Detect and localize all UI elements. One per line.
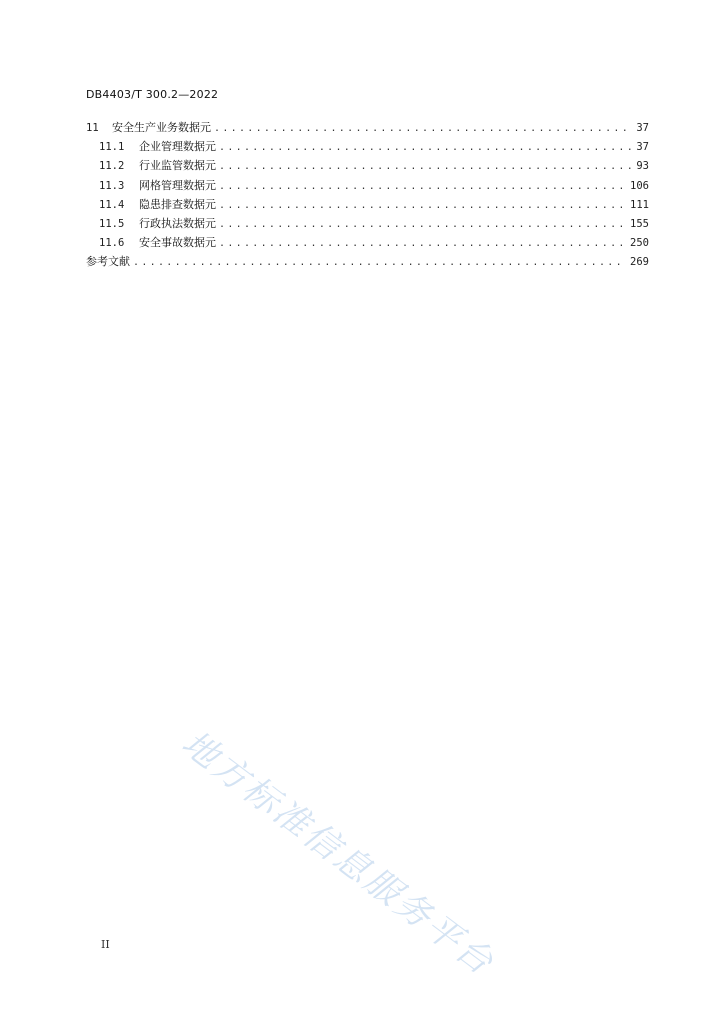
- toc-entry-title: 安全生产业务数据元: [112, 121, 211, 134]
- toc-entry-page: 37: [636, 141, 649, 154]
- toc-entry-title: 网格管理数据元: [139, 178, 216, 192]
- toc-entry-11-2[interactable]: [86, 156, 649, 175]
- toc-entry-number: 11: [86, 122, 99, 134]
- toc-leader-dots: [219, 215, 626, 234]
- toc-entry-number: 11.4: [99, 198, 125, 211]
- toc-entry-page: 250: [630, 237, 649, 250]
- toc-entry-number: 11.1: [99, 141, 125, 154]
- toc-leader-dots: [219, 177, 626, 196]
- toc-entry-title: 隐患排查数据元: [139, 197, 216, 211]
- toc-entry-11[interactable]: [86, 118, 649, 137]
- toc-entry-title: 企业管理数据元: [139, 140, 216, 154]
- toc-entry-number: 11.2: [99, 160, 125, 173]
- toc-entry-11-1[interactable]: [86, 137, 649, 156]
- toc-entry-title: 安全事故数据元: [139, 236, 216, 250]
- table-of-contents: [86, 118, 649, 272]
- toc-entry-page: 106: [630, 179, 649, 192]
- toc-entry-page: 93: [636, 160, 649, 173]
- toc-leader-dots: [219, 157, 632, 176]
- toc-entry-title: 参考文献: [86, 255, 130, 269]
- toc-entry-number: 11.3: [99, 179, 125, 192]
- toc-entry-11-6[interactable]: [86, 233, 649, 252]
- toc-entry-page: 111: [630, 198, 649, 211]
- page-number: II: [101, 938, 110, 951]
- toc-leader-dots: [219, 234, 626, 253]
- toc-leader-dots: [133, 253, 626, 272]
- toc-entry-title: 行政执法数据元: [139, 216, 216, 230]
- toc-entry-number: 11.6: [99, 237, 125, 250]
- toc-entry-references[interactable]: [86, 252, 649, 271]
- document-code: DB4403/T 300.2—2022: [86, 88, 219, 101]
- toc-leader-dots: [219, 138, 632, 157]
- toc-leader-dots: [214, 119, 632, 138]
- toc-entry-page: 155: [630, 217, 649, 230]
- toc-entry-page: 269: [630, 256, 649, 269]
- toc-entry-number: 11.5: [99, 217, 125, 230]
- watermark-text: 地方标准信息服务平台: [174, 723, 502, 985]
- toc-entry-page: 37: [636, 122, 649, 134]
- toc-entry-11-4[interactable]: [86, 195, 649, 214]
- toc-entry-11-3[interactable]: [86, 176, 649, 195]
- toc-leader-dots: [219, 196, 626, 215]
- toc-entry-11-5[interactable]: [86, 214, 649, 233]
- toc-entry-title: 行业监管数据元: [139, 159, 216, 173]
